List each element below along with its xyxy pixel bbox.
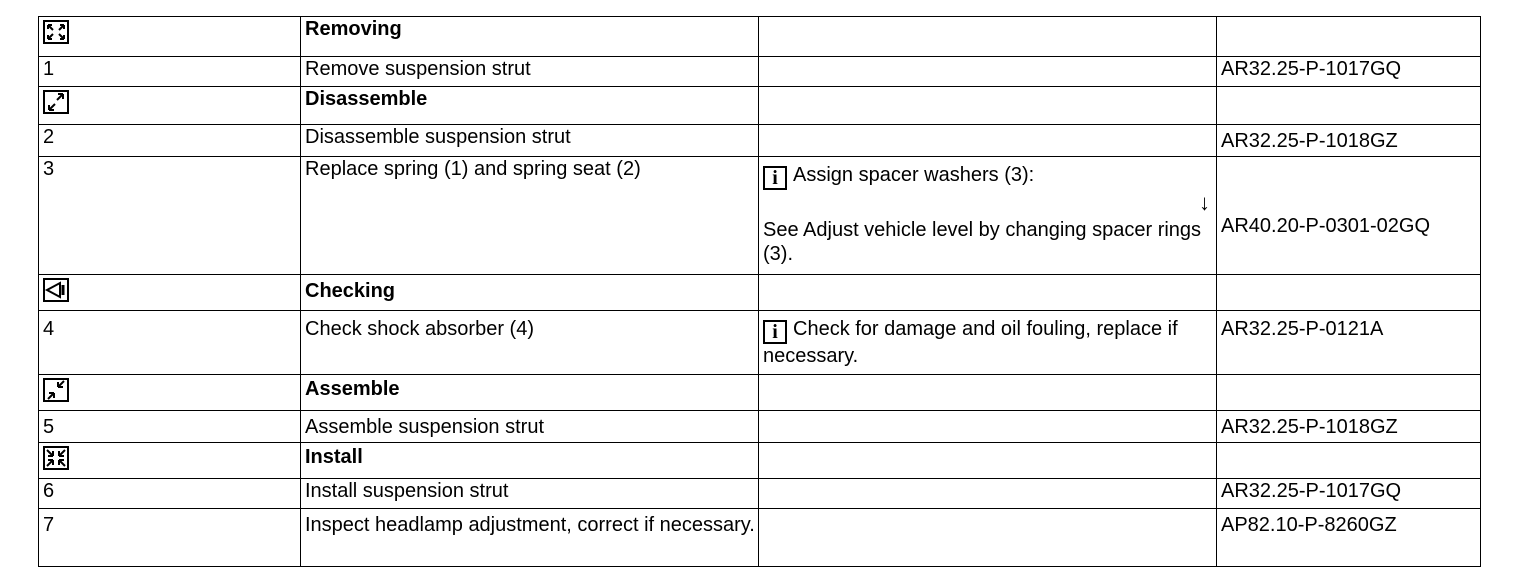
step-number: 3 — [39, 157, 301, 275]
reference-link[interactable]: AR40.20-P-0301-02GQ — [1217, 157, 1481, 275]
table-row — [39, 509, 1481, 567]
remove-install-icon — [43, 20, 69, 44]
note-line — [763, 163, 1214, 190]
row-icon-cell — [39, 275, 301, 311]
table-row — [39, 57, 1481, 87]
step-label: Assemble suspension strut — [301, 411, 759, 443]
reference-link[interactable]: AR32.25-P-1017GQ — [1217, 57, 1481, 87]
note-cell — [759, 87, 1217, 125]
install-icon — [43, 446, 69, 470]
note-cell — [759, 275, 1217, 311]
note-line — [763, 317, 1214, 368]
info-icon: i — [763, 320, 787, 344]
step-number: 5 — [39, 411, 301, 443]
reference-link[interactable]: AR32.25-P-0121A — [1217, 311, 1481, 375]
reference-cell — [1217, 87, 1481, 125]
table-row — [39, 17, 1481, 57]
step-label: Replace spring (1) and spring seat (2) — [301, 157, 759, 275]
checking-icon — [43, 278, 69, 302]
section-heading: Removing — [301, 17, 759, 57]
row-icon-cell — [39, 375, 301, 411]
note-cell — [759, 125, 1217, 157]
table-row — [39, 411, 1481, 443]
table-row — [39, 87, 1481, 125]
section-heading: Disassemble — [301, 87, 759, 125]
see-reference-text[interactable]: See Adjust vehicle level by changing spacer rings (3). — [763, 219, 1202, 265]
table-row — [39, 125, 1481, 157]
note-text: Check for damage and oil fouling, replace if necessary. — [763, 318, 1178, 367]
note-cell — [759, 411, 1217, 443]
step-number: 4 — [39, 311, 301, 375]
reference-link[interactable]: AR32.25-P-1017GQ — [1217, 479, 1481, 509]
reference-cell — [1217, 375, 1481, 411]
note-cell — [759, 479, 1217, 509]
table-row — [39, 375, 1481, 411]
note-cell — [759, 157, 1217, 275]
step-label: Install suspension strut — [301, 479, 759, 509]
reference-link[interactable]: AR32.25-P-1018GZ — [1217, 411, 1481, 443]
step-number: 2 — [39, 125, 301, 157]
step-number: 1 — [39, 57, 301, 87]
step-label: Check shock absorber (4) — [301, 311, 759, 375]
table-row — [39, 275, 1481, 311]
row-icon-cell — [39, 17, 301, 57]
row-icon-cell — [39, 443, 301, 479]
step-number: 6 — [39, 479, 301, 509]
reference-link[interactable]: AR32.25-P-1018GZ — [1217, 125, 1481, 157]
note-cell — [759, 57, 1217, 87]
info-icon: i — [763, 166, 787, 190]
row-icon-cell — [39, 87, 301, 125]
reference-link[interactable]: AP82.10-P-8260GZ — [1217, 509, 1481, 567]
note-cell — [759, 17, 1217, 57]
note-cell — [759, 509, 1217, 567]
table-row — [39, 443, 1481, 479]
reference-cell — [1217, 17, 1481, 57]
note-cell — [759, 375, 1217, 411]
down-arrow-icon: ↓ — [1199, 190, 1210, 215]
section-heading: Checking — [301, 275, 759, 311]
assemble-icon — [43, 378, 69, 402]
step-label: Disassemble suspension strut — [301, 125, 759, 157]
note-text: Assign spacer washers (3): — [793, 164, 1035, 186]
section-heading: Install — [301, 443, 759, 479]
note-cell — [759, 311, 1217, 375]
table-row — [39, 479, 1481, 509]
reference-cell — [1217, 443, 1481, 479]
step-label: Inspect headlamp adjustment, correct if necessary. — [301, 509, 759, 567]
note-cell — [759, 443, 1217, 479]
step-label: Remove suspension strut — [301, 57, 759, 87]
section-heading: Assemble — [301, 375, 759, 411]
disassemble-icon — [43, 90, 69, 114]
table-row — [39, 311, 1481, 375]
reference-cell — [1217, 275, 1481, 311]
procedure-table — [38, 16, 1481, 567]
table-row — [39, 157, 1481, 275]
step-number: 7 — [39, 509, 301, 567]
